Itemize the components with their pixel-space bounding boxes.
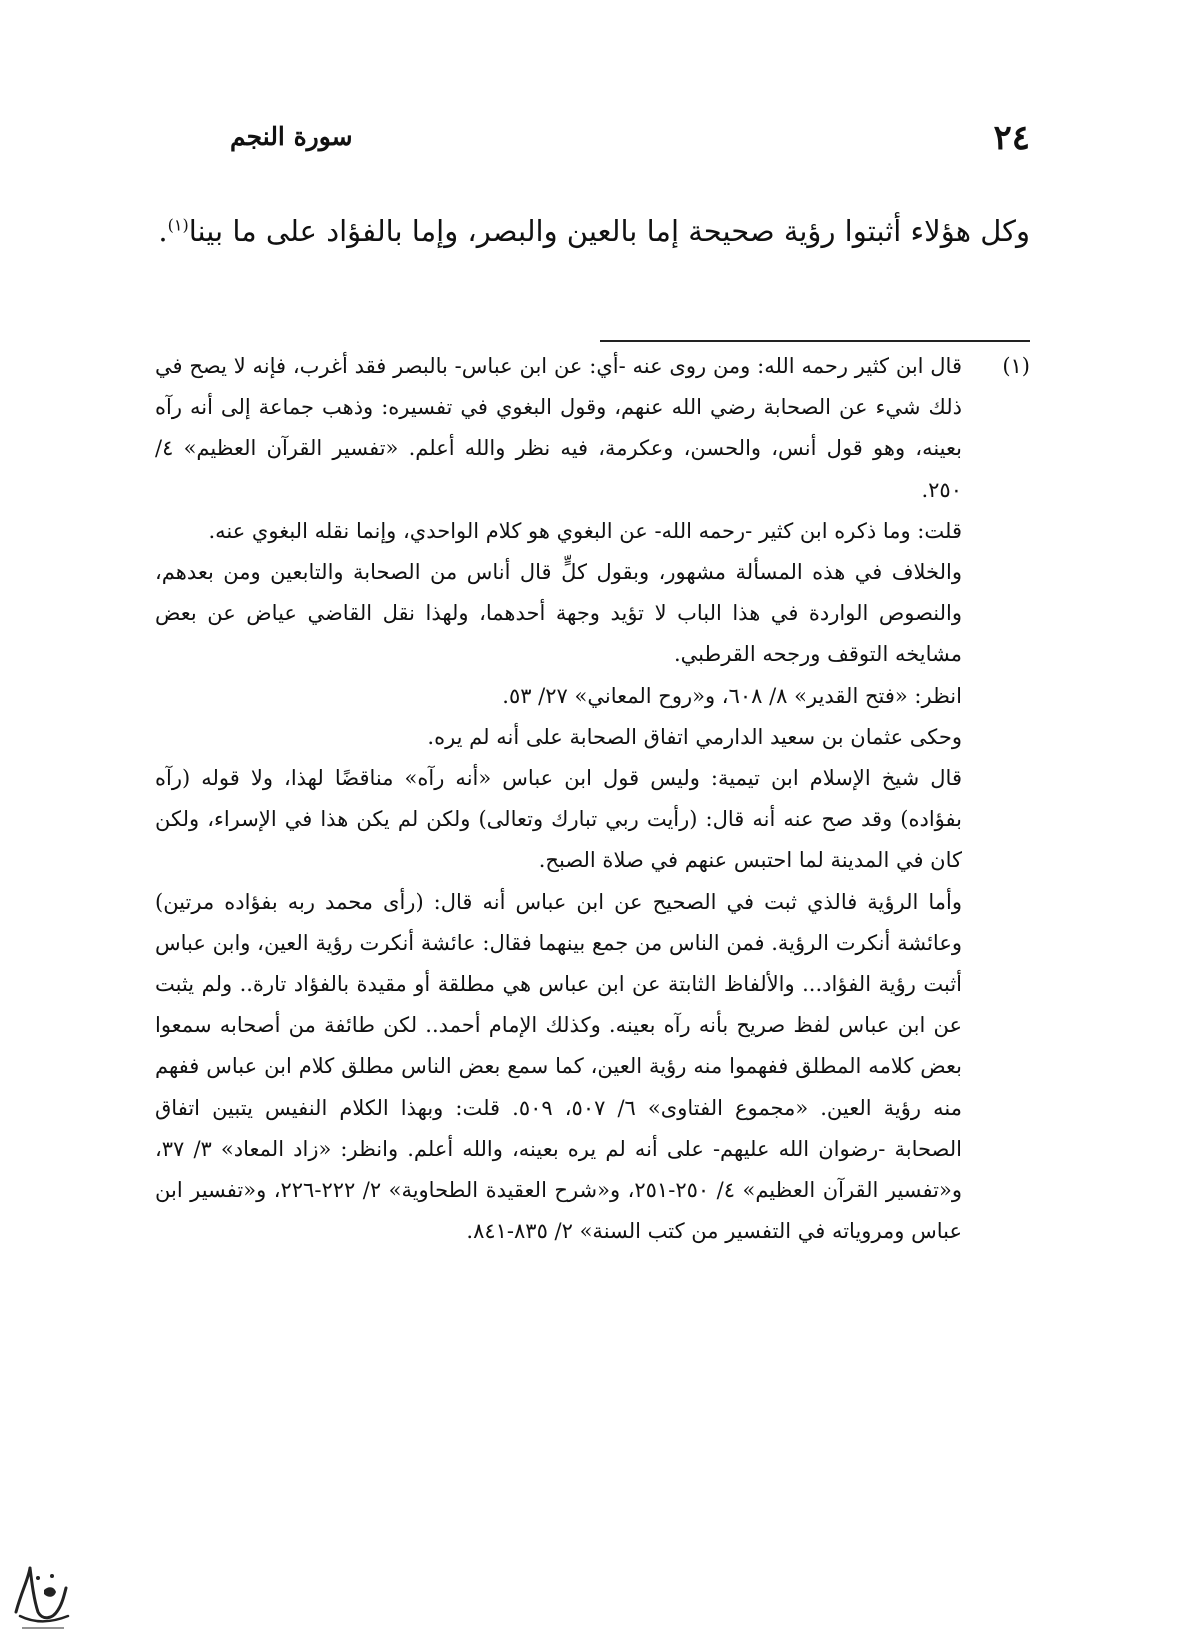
footnote-paragraph: وحكى عثمان بن سعيد الدارمي اتفاق الصحابة على أنه لم يره. (427, 724, 962, 749)
footnote-paragraph: قلت: وما ذكره ابن كثير -رحمه الله- عن البغوي هو كلام الواحدي، وإنما نقله البغوي عنه. (208, 518, 962, 543)
calligraphy-logo-icon (8, 1560, 74, 1638)
footnote-paragraph: وأما الرؤية فالذي ثبت في الصحيح عن ابن عباس أنه قال: (رأى محمد ربه بفؤاده مرتين) وعائشة أنكرت الرؤية. فمن الناس من جمع بينهما فقال: عائشة أنكرت رؤية العين، وابن عباس أثبت رؤية الفؤاد... والألفاظ الثابتة عن ابن عباس هي مطلقة أو مقيدة بالفؤاد تارة.. ولم يثبت عن ابن عباس لفظ صريح بأنه رآه بعينه. وكذلك الإمام أحمد.. لكن طائفة من أصحابه سمعوا بعض كلامه المطلق ففهموا منه رؤية العين، كما سمع بعض الناس مطلق كلام ابن عباس ففهم منه رؤية العين. «مجموع الفتاوى» ٦/ ٥٠٧، ٥٠٩. قلت: وبهذا الكلام النفيس يتبين اتفاق الصحابة -رضوان الله عليهم- على أنه لم يره بعينه، والله أعلم. وانظر: «زاد المعاد» ٣/ ٣٧، و«تفسير القرآن العظيم» ٤/ ٢٥٠-٢٥١، و«شرح العقيدة الطحاوية» ٢/ ٢٢٢-٢٢٦، و«تفسير ابن عباس ومروياته في التفسير من كتب السنة» ٢/ ٨٣٥-٨٤١. (155, 889, 963, 1244)
footnote-paragraph: قال شيخ الإسلام ابن تيمية: وليس قول ابن عباس «أنه رآه» مناقضًا لهذا، ولا قوله (رآه بفؤاده) وقد صح عنه أنه قال: (رأيت ربي تبارك وتعالى) ولكن لم يكن هذا في الإسراء، ولكن كان في المدينة لما احتبس عنهم في صلاة الصبح. (155, 766, 962, 873)
running-title: سورة النجم (230, 122, 353, 151)
footnote-block (155, 346, 1030, 1252)
footnote-reference[interactable]: (١) (167, 215, 189, 235)
paragraph-end-punctuation: . (158, 214, 168, 248)
main-paragraph (155, 200, 1030, 262)
calligraphy-logo (8, 1560, 74, 1638)
paragraph-line-1: وكل هؤلاء أثبتوا رؤية صحيحة إما بالعين والبصر، وإما بالفؤاد على (265, 214, 1030, 248)
footnote-marker: (١) (1002, 354, 1030, 378)
page-header (150, 118, 1030, 168)
footnote-paragraph: قال ابن كثير رحمه الله: ومن روى عنه -أي: عن ابن عباس- بالبصر فقد أغرب، فإنه لا يصح في ذلك شيء عن الصحابة رضي الله عنهم، وقول البغوي في تفسيره: وذهب جماعة إلى أنه رآه بعينه، وهو قول أنس، والحسن، وعكرمة، فيه نظر والله أعلم. «تفسير القرآن العظيم» ٤/ ٢٥٠. (155, 354, 962, 502)
footnote-body (155, 346, 962, 1252)
footnote-separator (600, 340, 1030, 342)
footnote-paragraph: انظر: «فتح القدير» ٨/ ٦٠٨، و«روح المعاني» ٢٧/ ٥٣. (502, 683, 962, 708)
paragraph-line-2: ما بينا (188, 214, 257, 248)
page-number: ٢٤ (993, 118, 1030, 158)
footnote-paragraph: والخلاف في هذه المسألة مشهور، وبقول كلٍّ قال أناس من الصحابة والتابعين ومن بعدهم، والنصوص الواردة في هذا الباب لا تؤيد وجهة أحدهما، ولهذا نقل القاضي عياض عن بعض مشايخه التوقف ورجحه القرطبي. (155, 560, 962, 667)
